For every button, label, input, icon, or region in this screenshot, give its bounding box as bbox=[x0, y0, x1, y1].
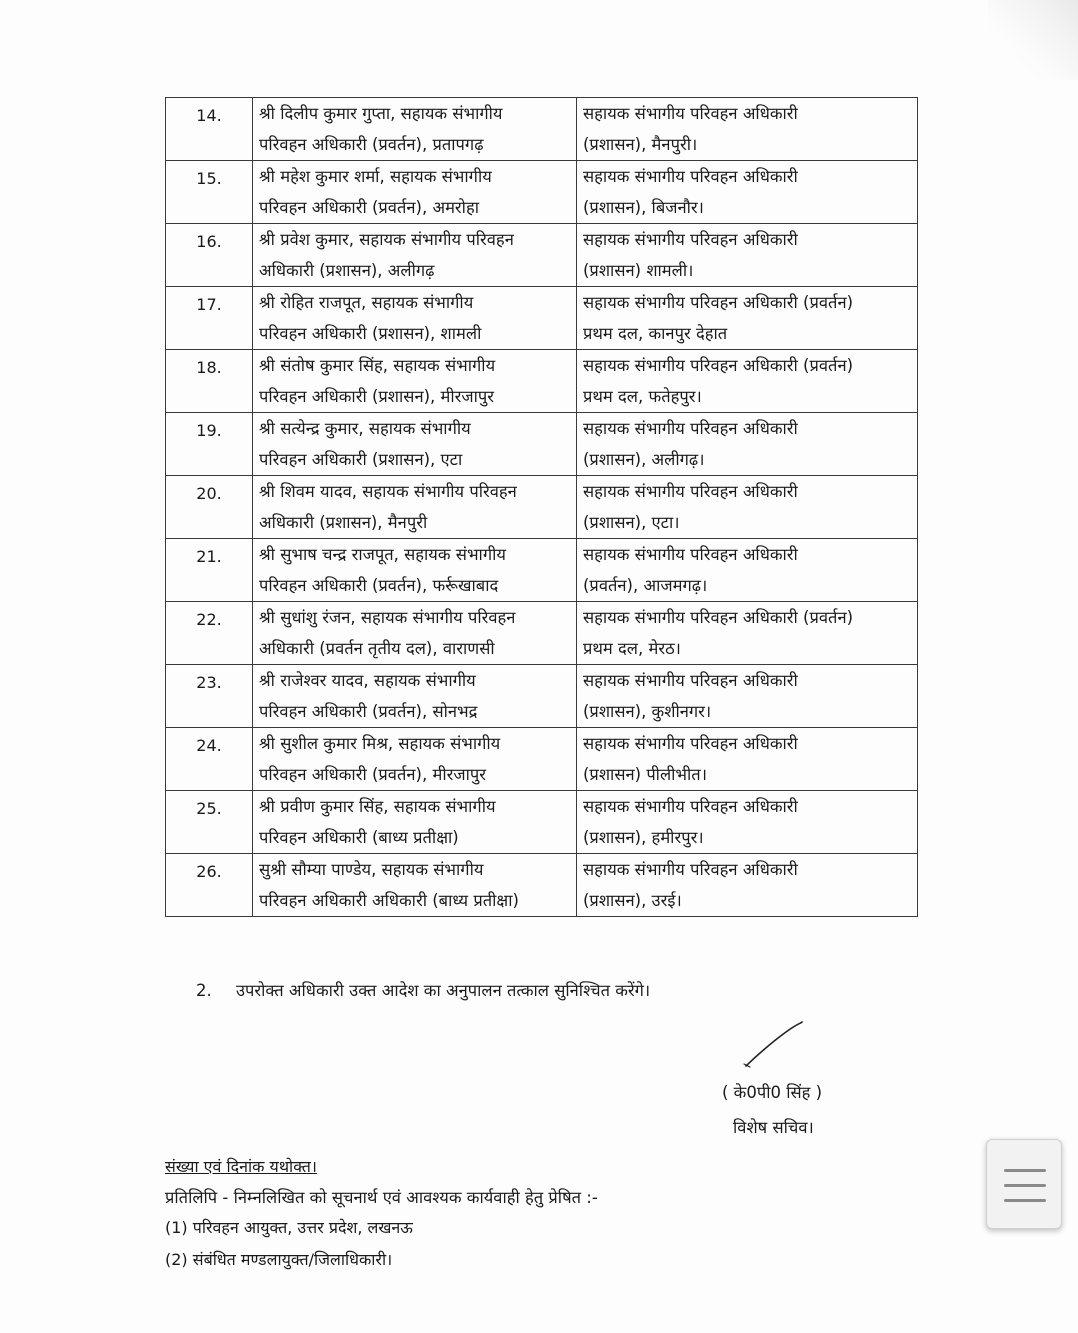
officer-name-line: अधिकारी (प्रशासन), मैनपुरी bbox=[259, 513, 428, 532]
copy-item: (1) परिवहन आयुक्त, उत्तर प्रदेश, लखनऊ bbox=[165, 1218, 413, 1237]
officer-name-line: परिवहन अधिकारी (प्रवर्तन), अमरोहा bbox=[259, 198, 479, 217]
serial-number-cell: 17. bbox=[166, 287, 253, 350]
officer-name-line: अधिकारी (प्रवर्तन तृतीय दल), वाराणसी bbox=[259, 639, 495, 658]
officer-name-line: श्री प्रवीण कुमार सिंह, सहायक संभागीय bbox=[259, 797, 496, 816]
copy-intro: प्रतिलिपि - निम्नलिखित को सूचनार्थ एवं आवश्यक कार्यवाही हेतु प्रेषित :- bbox=[165, 1188, 598, 1207]
officer-name-line: परिवहन अधिकारी (बाध्य प्रतीक्षा) bbox=[259, 828, 459, 847]
officer-name-line: श्री सुधांशु रंजन, सहायक संभागीय परिवहन bbox=[259, 608, 516, 627]
officer-name-line: श्री सत्येन्द्र कुमार, सहायक संभागीय bbox=[259, 419, 471, 438]
table-row bbox=[166, 854, 918, 917]
new-posting-line: सहायक संभागीय परिवहन अधिकारी bbox=[583, 860, 798, 879]
officer-name-cell bbox=[253, 287, 577, 350]
table-row bbox=[166, 98, 918, 161]
new-posting-line: प्रथम दल, कानपुर देहात bbox=[583, 324, 728, 343]
new-posting-line: सहायक संभागीय परिवहन अधिकारी bbox=[583, 104, 798, 123]
officer-name-cell bbox=[253, 791, 577, 854]
officer-name-cell bbox=[253, 413, 577, 476]
officer-name-line: श्री रोहित राजपूत, सहायक संभागीय bbox=[259, 293, 474, 312]
officer-name-cell bbox=[253, 224, 577, 287]
new-posting-line: प्रथम दल, मेरठ। bbox=[583, 639, 681, 658]
new-posting-cell bbox=[577, 98, 918, 161]
officer-name-line: परिवहन अधिकारी (प्रशासन), एटा bbox=[259, 450, 463, 469]
transfer-table-wrapper bbox=[165, 97, 917, 917]
officer-name-cell bbox=[253, 602, 577, 665]
new-posting-line: (प्रशासन), उरई। bbox=[583, 891, 682, 910]
new-posting-line: सहायक संभागीय परिवहन अधिकारी bbox=[583, 230, 798, 249]
transfer-table-body bbox=[166, 98, 918, 917]
serial-number-cell: 15. bbox=[166, 161, 253, 224]
reference-line: संख्या एवं दिनांक यथोक्त। bbox=[165, 1157, 317, 1176]
paragraph-text: उपरोक्त अधिकारी उक्त आदेश का अनुपालन तत्काल सुनिश्चित करेंगे। bbox=[236, 981, 651, 1000]
officer-name-line: श्री सुशील कुमार मिश्र, सहायक संभागीय bbox=[259, 734, 501, 753]
table-row bbox=[166, 665, 918, 728]
new-posting-line: सहायक संभागीय परिवहन अधिकारी bbox=[583, 797, 798, 816]
new-posting-cell bbox=[577, 413, 918, 476]
new-posting-line: (प्रशासन), हमीरपुर। bbox=[583, 828, 704, 847]
serial-number-cell: 20. bbox=[166, 476, 253, 539]
table-row bbox=[166, 791, 918, 854]
table-row bbox=[166, 413, 918, 476]
new-posting-line: (प्रशासन), एटा। bbox=[583, 513, 680, 532]
new-posting-line: (प्रशासन), कुशीनगर। bbox=[583, 702, 712, 721]
officer-name-line: श्री महेश कुमार शर्मा, सहायक संभागीय bbox=[259, 167, 492, 186]
officer-name-cell bbox=[253, 98, 577, 161]
serial-number-cell: 22. bbox=[166, 602, 253, 665]
serial-number-cell: 21. bbox=[166, 539, 253, 602]
menu-line bbox=[1004, 1199, 1046, 1202]
new-posting-cell bbox=[577, 287, 918, 350]
new-posting-line: सहायक संभागीय परिवहन अधिकारी (प्रवर्तन) bbox=[583, 293, 854, 312]
page-fold-shadow bbox=[988, 0, 1078, 80]
serial-number-cell: 16. bbox=[166, 224, 253, 287]
new-posting-cell bbox=[577, 602, 918, 665]
table-row bbox=[166, 539, 918, 602]
new-posting-cell bbox=[577, 224, 918, 287]
officer-name-line: परिवहन अधिकारी अधिकारी (बाध्य प्रतीक्षा) bbox=[259, 891, 519, 910]
officer-name-line: श्री शिवम यादव, सहायक संभागीय परिवहन bbox=[259, 482, 517, 501]
new-posting-cell bbox=[577, 854, 918, 917]
new-posting-line: प्रथम दल, फतेहपुर। bbox=[583, 387, 702, 406]
new-posting-line: (प्रशासन) शामली। bbox=[583, 261, 694, 280]
new-posting-cell bbox=[577, 791, 918, 854]
officer-name-cell bbox=[253, 476, 577, 539]
table-row bbox=[166, 161, 918, 224]
new-posting-line: सहायक संभागीय परिवहन अधिकारी (प्रवर्तन) bbox=[583, 608, 854, 627]
officer-name-line: श्री सुभाष चन्द्र राजपूत, सहायक संभागीय bbox=[259, 545, 506, 564]
signatory-name: ( के0पी0 सिंह ) bbox=[722, 1083, 823, 1102]
officer-name-line: परिवहन अधिकारी (प्रशासन), शामली bbox=[259, 324, 482, 343]
officer-name-line: सुश्री सौम्या पाण्डेय, सहायक संभागीय bbox=[259, 860, 484, 879]
instruction-paragraph bbox=[196, 978, 650, 1001]
officer-name-line: श्री दिलीप कुमार गुप्ता, सहायक संभागीय bbox=[259, 104, 503, 123]
officer-name-line: श्री प्रवेश कुमार, सहायक संभागीय परिवहन bbox=[259, 230, 514, 249]
officer-name-cell bbox=[253, 539, 577, 602]
new-posting-line: सहायक संभागीय परिवहन अधिकारी bbox=[583, 734, 798, 753]
new-posting-line: सहायक संभागीय परिवहन अधिकारी (प्रवर्तन) bbox=[583, 356, 854, 375]
table-row bbox=[166, 350, 918, 413]
officer-name-line: परिवहन अधिकारी (प्रवर्तन), मीरजापुर bbox=[259, 765, 486, 784]
table-row bbox=[166, 476, 918, 539]
new-posting-line: सहायक संभागीय परिवहन अधिकारी bbox=[583, 482, 798, 501]
officer-name-line: परिवहन अधिकारी (प्रवर्तन), फर्रूखाबाद bbox=[259, 576, 499, 595]
new-posting-cell bbox=[577, 665, 918, 728]
new-posting-cell bbox=[577, 539, 918, 602]
menu-line bbox=[1004, 1169, 1046, 1172]
new-posting-line: सहायक संभागीय परिवहन अधिकारी bbox=[583, 545, 798, 564]
table-row bbox=[166, 602, 918, 665]
table-row bbox=[166, 287, 918, 350]
signature-mark bbox=[742, 1018, 808, 1070]
new-posting-line: (प्रशासन), अलीगढ़। bbox=[583, 450, 705, 469]
new-posting-line: सहायक संभागीय परिवहन अधिकारी bbox=[583, 419, 798, 438]
menu-line bbox=[1004, 1184, 1046, 1187]
officer-name-cell bbox=[253, 161, 577, 224]
copy-item: (2) संबंधित मण्डलायुक्त/जिलाधिकारी। bbox=[165, 1250, 393, 1269]
serial-number-cell: 26. bbox=[166, 854, 253, 917]
signatory-title: विशेष सचिव। bbox=[733, 1118, 814, 1137]
officer-name-line: श्री संतोष कुमार सिंह, सहायक संभागीय bbox=[259, 356, 496, 375]
new-posting-line: सहायक संभागीय परिवहन अधिकारी bbox=[583, 671, 798, 690]
table-row bbox=[166, 728, 918, 791]
serial-number-cell: 25. bbox=[166, 791, 253, 854]
new-posting-cell bbox=[577, 350, 918, 413]
officer-name-line: परिवहन अधिकारी (प्रवर्तन), प्रतापगढ़ bbox=[259, 135, 484, 154]
officer-name-line: अधिकारी (प्रशासन), अलीगढ़ bbox=[259, 261, 435, 280]
new-posting-line: सहायक संभागीय परिवहन अधिकारी bbox=[583, 167, 798, 186]
new-posting-cell bbox=[577, 728, 918, 791]
serial-number-cell: 19. bbox=[166, 413, 253, 476]
serial-number-cell: 24. bbox=[166, 728, 253, 791]
new-posting-line: (प्रवर्तन), आजमगढ़। bbox=[583, 576, 708, 595]
officer-name-line: परिवहन अधिकारी (प्रवर्तन), सोनभद्र bbox=[259, 702, 478, 721]
serial-number-cell: 14. bbox=[166, 98, 253, 161]
new-posting-line: (प्रशासन), बिजनौर। bbox=[583, 198, 704, 217]
officer-name-line: श्री राजेश्वर यादव, सहायक संभागीय bbox=[259, 671, 476, 690]
transfer-table bbox=[165, 97, 918, 917]
new-posting-cell bbox=[577, 476, 918, 539]
new-posting-line: (प्रशासन), मैनपुरी। bbox=[583, 135, 698, 154]
officer-name-line: परिवहन अधिकारी (प्रशासन), मीरजापुर bbox=[259, 387, 495, 406]
table-row bbox=[166, 224, 918, 287]
new-posting-line: (प्रशासन) पीलीभीत। bbox=[583, 765, 707, 784]
paragraph-number: 2. bbox=[196, 981, 212, 1000]
officer-name-cell bbox=[253, 728, 577, 791]
new-posting-cell bbox=[577, 161, 918, 224]
officer-name-cell bbox=[253, 350, 577, 413]
serial-number-cell: 23. bbox=[166, 665, 253, 728]
hamburger-menu-icon[interactable] bbox=[986, 1139, 1062, 1229]
officer-name-cell bbox=[253, 854, 577, 917]
serial-number-cell: 18. bbox=[166, 350, 253, 413]
officer-name-cell bbox=[253, 665, 577, 728]
